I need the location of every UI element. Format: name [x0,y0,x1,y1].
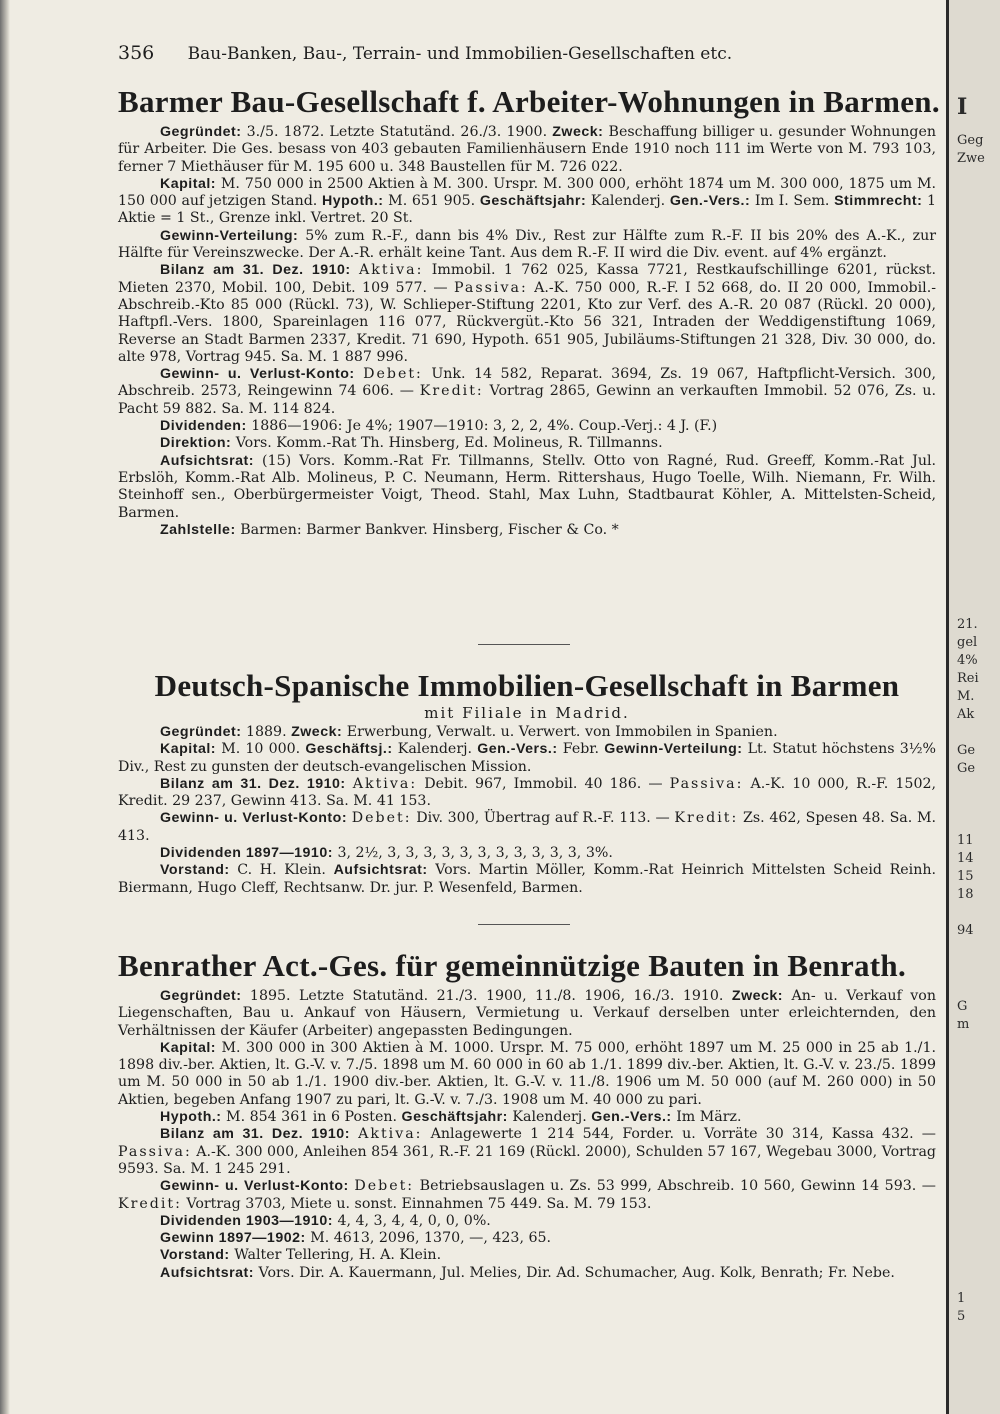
section-divider [478,644,570,645]
margin-fragment: Geg [957,133,984,148]
margin-fragment: 18 [957,887,974,902]
margin-fragment: 4% [957,653,978,668]
entry-direktion: Direktion: Vors. Komm.-Rat Th. Hinsberg, Ed. Molineus, R. Tillmanns. [160,435,663,452]
page-header [118,42,918,64]
margin-fragment: 1 [957,1291,966,1306]
entry-kapital: Kapital: M. 300 000 in 300 Aktien à M. 1000. Urspr. M. 75 000, erhöht 1897 um M. 25 000 in 25 ab 1./1. 1898 div.-ber. Aktien, lt. G.-V. v. 7./5. 1898 um M. 60 000 in 60 ab 1./1. 1899 div.-ber. Aktien, lt. G.-V. v. 23./5. 1899 um M. 50 000 in 50 ab 1./1. 1900 div.-ber. Aktien, lt. G.-V. v. 11./8. 1906 um M. 50 000 (auf M. 260 000) in 50 Aktien, begeben Anfang 1907 zu pari, lt. G.-V. v. 7./3. 1908 um M. 40 000 zu pari. [118,1039,936,1108]
margin-fragment: 21. [957,617,978,632]
entry-bilanz: Bilanz am 31. Dez. 1910: Aktiva: Immobil. 1 762 025, Kassa 7721, Restkaufschillinge 6201, rückst. Mieten 2370, Mobil. 100, Debit. 109 577. — Passiva: A.-K. 750 000, R.-F. I 52 668, do. II 20 000, Immobil.-Abschreib.-Kto 85 000 (Rückl. 73), W. Schlieper-Stiftung 2201, Kto zur Verf. des A.-R. 20 087 (Rückl. 20 000), Haftpfl.-Vers. 1800, Spareinlagen 116 077, Rückvergüt.-Kto 56 321, Intraden der Weddigenstiftung 1069, Reverse an Stadt Barmen 2337, Kredit. 71 690, Hypoth. 651 905, Jubiläums-Stiftungen 21 328, Div. 30 000, do. alte 978, Vortrag 945. Sa. M. 1 887 996. [118,262,937,365]
entry-subtitle: mit Filiale in Madrid. [424,704,630,722]
margin-fragment: 5 [957,1309,966,1324]
entry-title: Barmer Bau-Gesellschaft f. Arbeiter-Wohnungen in Barmen. [118,84,940,119]
entry-dividenden: Dividenden 1897—1910: 3, 2½, 3, 3, 3, 3, 3, 3, 3, 3, 3, 3, 3, 3%. [160,845,613,862]
margin-fragment: 94 [957,923,974,938]
margin-fragment: 15 [957,869,974,884]
entry-benrather [118,948,936,1282]
page-gutter-shadow [0,0,10,1414]
margin-fragment: I [957,94,968,120]
entry-deutsch-spanische [118,668,936,897]
margin-fragment: Ak [957,707,975,722]
entry-gewinn-verlust: Gewinn- u. Verlust-Konto: Debet: Div. 300, Übertrag auf R.-F. 113. — Kredit: Zs. 462, Spesen 48. Sa. M. 413. [118,810,937,844]
margin-fragment: 11 [957,833,974,848]
margin-fragment: m [957,1017,970,1032]
entry-dividenden: Dividenden 1903—1910: 4, 4, 3, 4, 4, 0, 0, 0%. [160,1212,491,1229]
entry-dividenden: Dividenden: 1886—1906: Je 4%; 1907—1910: 3, 2, 2, 4%. Coup.-Verj.: 4 J. (F.) [160,418,718,435]
page-number: 356 [118,42,155,64]
entry-hypoth: Hypoth.: M. 854 361 in 6 Posten. Geschäftsjahr: Kalenderj. Gen.-Vers.: Im März. [160,1109,742,1126]
entry-zahlstelle: Zahlstelle: Barmen: Barmer Bankver. Hinsberg, Fischer & Co. * [160,521,619,538]
margin-fragment: Zwe [957,151,985,166]
entry-bilanz: Bilanz am 31. Dez. 1910: Aktiva: Anlagewerte 1 214 544, Forder. u. Vorräte 30 314, Kassa 432. — Passiva: A.-K. 300 000, Anleihen 854 361, R.-F. 21 169 (Rückl. 2000), Schulden 57 167, Wegebau 3000, Vortrag 9593. Sa. M. 1 245 291. [118,1126,936,1177]
running-title: Bau-Banken, Bau-, Terrain- und Immobilien-Gesellschaften etc. [187,44,733,64]
entry-title: Deutsch-Spanische Immobilien-Gesellschaft in Barmen [154,668,900,703]
entry-gegruendet: Gegründet: 3./5. 1872. Letzte Statutänd. 26./3. 1900. Zweck: Beschaffung billiger u. gesunder Wohnungen für Arbeiter. Die Ges. besass von 403 gebauten Familienhäusern Ende 1910 noch 111 im Werte von M. 793 103, ferner 7 Miethäuser für M. 195 600 u. 348 Baustellen für M. 726 022. [118,124,937,175]
entry-gewinn-verlust: Gewinn- u. Verlust-Konto: Debet: Betriebsauslagen u. Zs. 53 999, Abschreib. 10 560, Gewinn 14 593. — Kredit: Vortrag 3703, Miete u. sonst. Einnahmen 75 449. Sa. M. 79 153. [118,1178,936,1212]
entry-vorstand: Vorstand: C. H. Klein. Aufsichtsrat: Vors. Martin Möller, Komm.-Rat Heinrich Mittelsten Scheid Reinh. Biermann, Hugo Cleff, Rechtsanw. Dr. jur. P. Wesenfeld, Barmen. [118,862,936,896]
entry-gewinn-history: Gewinn 1897—1902: M. 4613, 2096, 1370, —, 423, 65. [160,1230,552,1247]
margin-fragment: Ge [957,761,976,776]
entry-kapital: Kapital: M. 750 000 in 2500 Aktien à M. 300. Urspr. M. 300 000, erhöht 1874 um M. 300 000, 1875 um M. 150 000 auf jetzigen Stand. Hypoth.: M. 651 905. Geschäftsjahr: Kalenderj. Gen.-Vers.: Im I. Sem. Stimmrecht: 1 Aktie = 1 St., Grenze inkl. Vertret. 20 St. [118,175,937,227]
entry-kapital: Kapital: M. 10 000. Geschäftsj.: Kalenderj. Gen.-Vers.: Febr. Gewinn-Verteilung: Lt. Statut höchstens 3½% Div., Rest zu gunsten der deutsch-evangelischen Mission. [118,741,936,775]
entry-gegruendet: Gegründet: 1895. Letzte Statutänd. 21./3. 1900, 11./8. 1906, 16./3. 1910. Zweck: An- u. Verkauf von Liegenschaften, Bau u. Ankauf von Häusern, Vermietung u. Verkauf derselben unter erleichternden, den Verhältnissen der Käufer (Arbeiter) angepassten Bedingungen. [118,988,936,1039]
margin-fragment: gel [957,635,978,650]
entry-barmer-bau [118,84,940,539]
margin-fragment: Ge [957,743,976,758]
adjacent-page-strip [946,0,1000,1414]
entry-aufsichtsrat: Aufsichtsrat: (15) Vors. Komm.-Rat Fr. Tillmanns, Stellv. Otto von Ragné, Rud. Greeff, Komm.-Rat Jul. Erbslöh, Komm.-Rat Alb. Molineus, P. C. Neumann, Herm. Rittershaus, Hugo Toelle, Wilh. Niemann, Fr. Wilh. Steinhoff sen., Oberbürgermeister Voigt, Theod. Stahl, Max Luhn, Stadtbaurat Köhler, A. Mittelsten-Scheid, Barmen. [118,452,936,521]
entry-gegruendet: Gegründet: 1889. Zweck: Erwerbung, Verwalt. u. Verwert. von Immobilen in Spanien. [160,724,778,740]
entry-gewinn-verteilung: Gewinn-Verteilung: 5% zum R.-F., dann bis 4% Div., Rest zur Hälfte zum R.-F. II bis 20% des A.-K., zur Hälfte für Vereinszwecke. Der A.-R. erhält keine Tant. Aus dem R.-F. II wird die Div. event. auf 4% ergänzt. [118,227,936,262]
entry-title: Benrather Act.-Ges. für gemeinnützige Bauten in Benrath. [118,948,907,983]
section-divider [478,924,570,925]
margin-fragment: M. [957,689,975,704]
margin-fragment: 14 [957,851,974,866]
margin-fragment: G [957,999,968,1014]
entry-aufsichtsrat: Aufsichtsrat: Vors. Dir. A. Kauermann, Jul. Melies, Dir. Ad. Schumacher, Aug. Kolk, Benrath; Fr. Nebe. [160,1264,895,1281]
margin-fragment: Rei [957,671,979,686]
entry-gewinn-verlust: Gewinn- u. Verlust-Konto: Debet: Unk. 14 582, Reparat. 3694, Zs. 19 067, Haftpflicht-Versich. 300, Abschreib. 2573, Reingewinn 74 606. — Kredit: Vortrag 2865, Gewinn an verkauften Immobil. 52 076, Zs. u. Pacht 59 882. Sa. M. 114 824. [118,366,936,417]
entry-bilanz: Bilanz am 31. Dez. 1910: Aktiva: Debit. 967, Immobil. 40 186. — Passiva: A.-K. 10 000, R.-F. 1502, Kredit. 29 237, Gewinn 413. Sa. M. 41 153. [118,775,937,810]
entry-vorstand: Vorstand: Walter Tellering, H. A. Klein. [160,1247,442,1264]
